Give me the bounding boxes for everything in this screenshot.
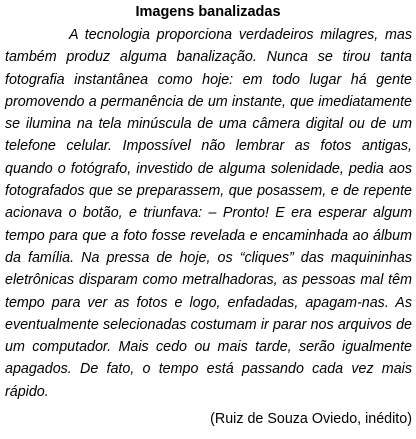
body-paragraph: A tecnologia proporciona verdadeiros milagres, mas também produz alguma banalização. Nunca se tirou tanta fotografia instantânea como hoje: em todo lugar há gente promovendo a permanência de um instante, que imediatamente se ilumina na tela minúscula de uma câmera digital ou de um telefone celular. Impossível não lembrar as fotos antigas, quando o fotógrafo, investido de alguma solenidade, pedia aos fotografados que se preparassem, que posassem, e de repente acionava o botão, e triunfava: – Pronto! E era esperar algum tempo para que a foto fosse revelada e encaminhada ao álbum da família. Na pressa de hoje, os “cliques” das maquininhas eletrônicas disparam como metralhadoras, as pessoas mal têm tempo para ver as fotos e logo, enfadadas, apagam-nas. As eventualmente selecionadas costumam ir parar nos arquivos de um computador. Mais cedo ou mais tarde, serão igualmente apagados. De fato, o tempo está passando cada vez mais rápido. [5,27,412,400]
author-attribution: (Ruiz de Souza Oviedo, inédito) [210,411,412,427]
document-title: Imagens banalizadas [135,4,281,20]
